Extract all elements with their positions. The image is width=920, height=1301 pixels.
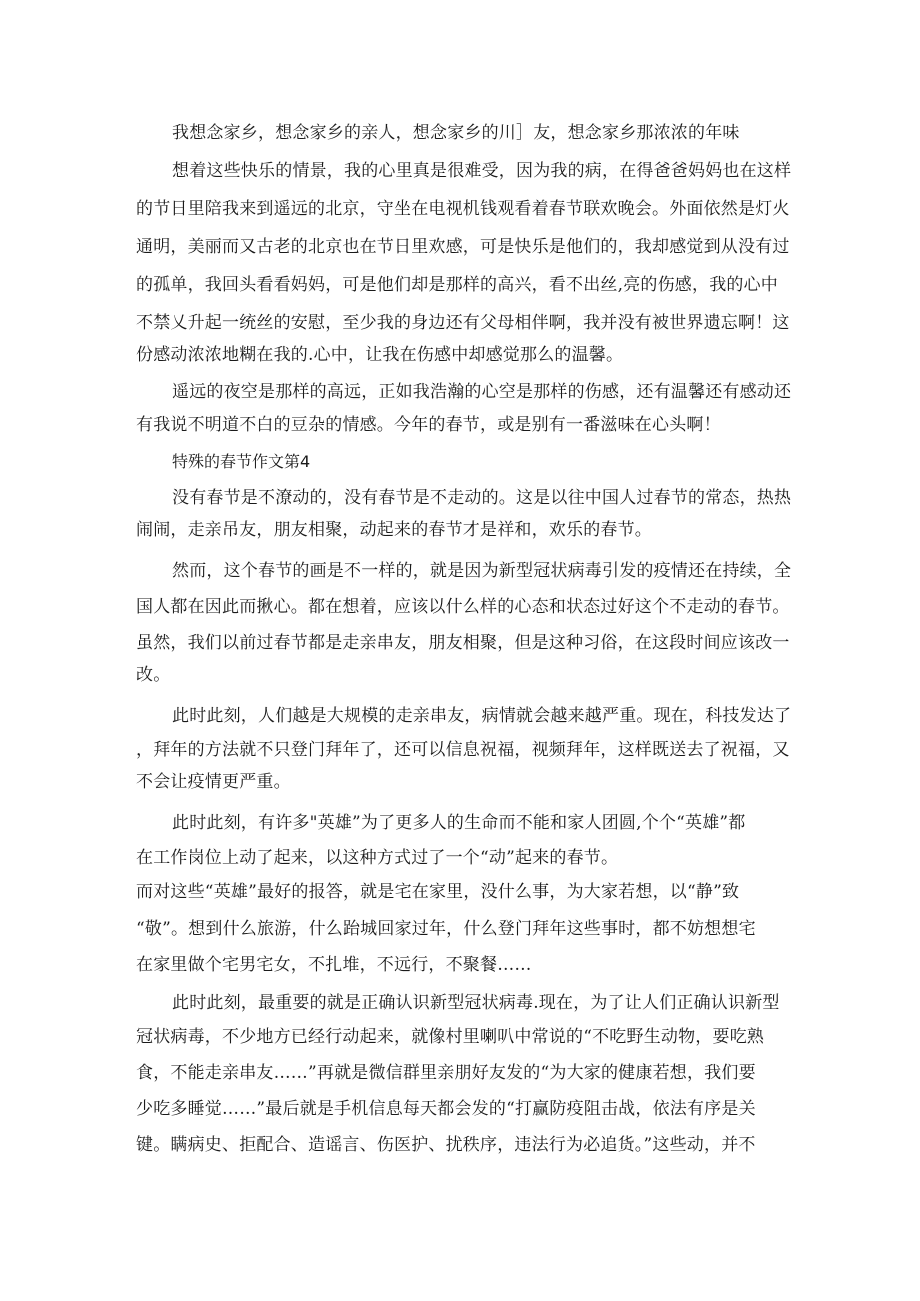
paragraph-start: 然而，这个春节的画是不一样的，就是因为新型冠状病毒引发的疫情还在持续，全 xyxy=(172,561,792,581)
paragraph-start: 遥远的夜空是那样的高远，正如我浩瀚的心空是那样的伤感，还有温馨还有感动还 xyxy=(172,382,792,402)
paragraph-start: 没有春节是不潦动的，没有春节是不走动的。这是以往中国人过春节的常态，热热 xyxy=(172,488,792,508)
text-line: 改。 xyxy=(136,665,171,685)
text-line: 的节日里陪我来到遥远的北京，守坐在电视机钱观看着春节联欢晚会。外面依然是灯火 xyxy=(136,199,790,219)
text-line: 不会让疫情更严重。 xyxy=(136,772,291,792)
text-line: 有我说不明道不白的豆杂的情感。今年的春节，或是别有一番滋味在心头啊！ xyxy=(136,415,721,435)
text-line: 份感动浓浓地糊在我的.心中，让我在伤感中却感觉那么的温馨。 xyxy=(136,345,624,365)
text-line: 虽然，我们以前过春节都是走亲串友，朋友相聚，但是这种习俗，在这段时间应该改一 xyxy=(136,633,790,653)
text-line: 食，不能走亲串友……”再就是微信群里亲朋好友发的“为大家的健康若想，我们要 xyxy=(136,1063,756,1083)
text-line: 在工作岗位上动了起来，以这种方式过了一个“动”起来的春节。 xyxy=(136,848,619,868)
paragraph-start: 此时此刻，最重要的就是正确认识新型冠状病毒.现在，为了让人们正确认识新型 xyxy=(172,993,780,1013)
paragraph-start: 想着这些快乐的情景，我的心里真是很难受，因为我的病，在得爸爸妈妈也在这样 xyxy=(172,161,792,181)
paragraph-start: 此时此刻，人们越是大规模的走亲串友，病情就会越来越严重。现在，科技发达了 xyxy=(172,706,792,726)
text-line: “敬”。想到什么旅游，什么跆城回家过年，什么登门拜年这些事时，都不妨想想宅 xyxy=(136,919,756,939)
text-line: 国人都在因此而揪心。都在想着，应该以什么样的心态和状态过好这个不走动的春节。 xyxy=(136,597,790,617)
text-line: 的孤单，我回头看看妈妈，可是他们却是那样的高兴，看不出丝,亮的伤感，我的心中 xyxy=(136,275,779,295)
text-line: 而对这些“英雄”最好的报答，就是宅在家里，没什么事，为大家若想，以“静”致 xyxy=(136,882,740,902)
text-line: 键。瞒病史、拒配合、造谣言、伤医护、扰秩序，违法行为必追货。”这些动，并不 xyxy=(136,1135,756,1155)
text-line: 闹闹，走亲吊友，朋友相聚，动起来的春节才是祥和，欢乐的春节。 xyxy=(136,520,652,540)
text-line: 冠状病毒，不少地方已经行动起来，就像村里喇叭中常说的“不吃野生动物，要吃熟 xyxy=(136,1027,765,1047)
paragraph-start: 此时此刻，有许多"英雄”为了更多人的生命而不能和家人团圆,个个“英雄”都 xyxy=(172,813,746,833)
text-line: 我想念家乡，想念家乡的亲人，想念家乡的川］友，想念家乡那浓浓的年味 xyxy=(172,123,740,143)
text-line: 在家里做个宅男宅女，不扎堆，不远行，不聚餐…… xyxy=(136,955,532,975)
text-line: 少吃多睡觉……”最后就是手机信息每天都会发的“打赢防疫阻击战，依法有序是关 xyxy=(136,1099,756,1119)
section-heading: 特殊的春节作文第4 xyxy=(172,452,311,471)
text-line: 不禁乂升起一统丝的安慰，至少我的身边还有父母相伴啊，我并没有被世界遗忘啊！这 xyxy=(136,313,790,333)
text-line: ，拜年的方法就不只登门拜年了，还可以信息祝福，视频拜年，这样既送去了祝福，又 xyxy=(136,740,790,760)
text-line: 通明，美丽而又古老的北京也在节日里欢感，可是快乐是他们的，我却感觉到从没有过 xyxy=(136,237,790,257)
